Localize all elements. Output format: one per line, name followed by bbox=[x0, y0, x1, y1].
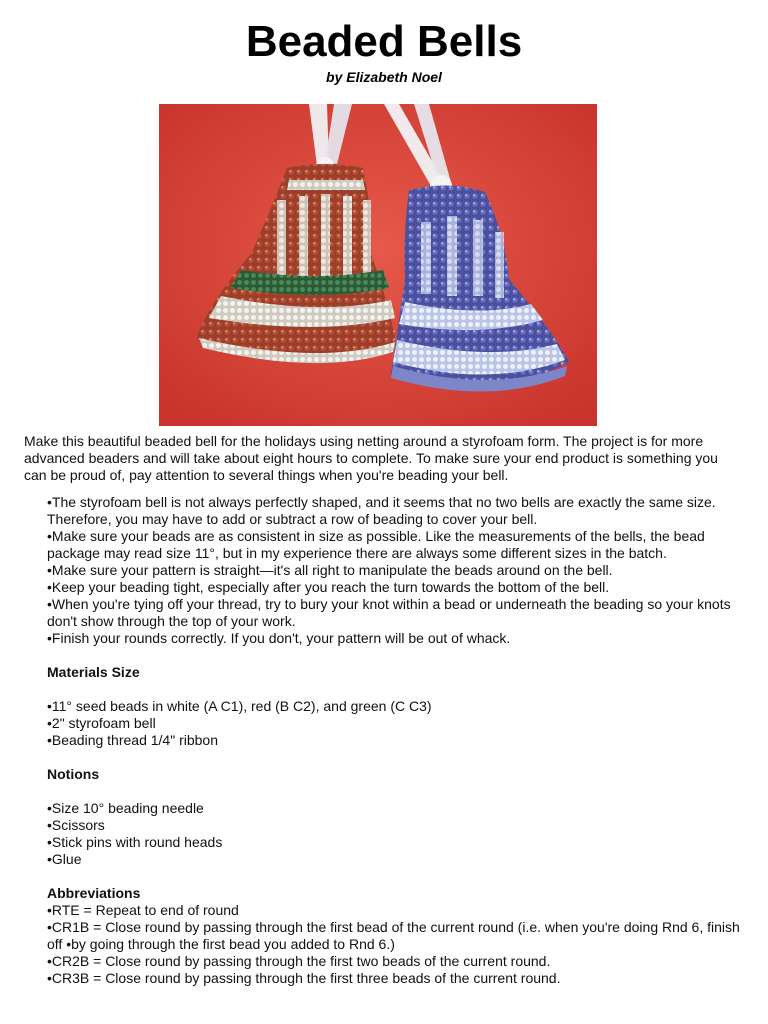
list-item: •When you're tying off your thread, try to bury your knot within a bead or underneath the beading so your knots don't show through the top of your work. bbox=[47, 596, 731, 629]
abbreviations-heading: Abbreviations bbox=[47, 885, 141, 901]
list-item: •Stick pins with round heads bbox=[47, 834, 223, 850]
list-item: •Size 10° beading needle bbox=[47, 800, 204, 816]
list-item: •CR1B = Close round by passing through the first bead of the current round (i.e. when you're doing Rnd 6, finish off •by going through the first bead you added to Rnd 6.) bbox=[47, 919, 740, 952]
page-title: Beaded Bells bbox=[245, 17, 523, 66]
instructions-body bbox=[47, 494, 747, 987]
materials-heading: Materials Size bbox=[47, 664, 140, 680]
list-item: •Glue bbox=[47, 851, 82, 867]
beaded-bells-illustration bbox=[159, 104, 597, 426]
notions-list bbox=[47, 800, 747, 868]
list-item: •RTE = Repeat to end of round bbox=[47, 902, 239, 918]
list-item: •The styrofoam bell is not always perfectly shaped, and it seems that no two bells are exactly the same size. Therefore, you may have to add or subtract a row of beading to cover your bell. bbox=[47, 494, 716, 527]
list-item: •11° seed beads in white (A C1), red (B C2), and green (C C3) bbox=[47, 698, 432, 714]
materials-list bbox=[47, 698, 747, 749]
list-item: •Make sure your beads are as consistent in size as possible. Like the measurements of the bells, the bead package may read size 11°, but in my experience there are always some different sizes in the batch. bbox=[47, 528, 705, 561]
list-item: •Make sure your pattern is straight—it's all right to manipulate the beads around on the bell. bbox=[47, 562, 613, 578]
intro-paragraph: Make this beautiful beaded bell for the holidays using netting around a styrofoam form. The project is for more advanced beaders and will take about eight hours to complete. To make sure your end product is something you can be proud of, pay attention to several things when you're beading your bell. bbox=[24, 433, 718, 483]
list-item: •2" styrofoam bell bbox=[47, 715, 156, 731]
notions-heading: Notions bbox=[47, 766, 100, 782]
list-item: •CR2B = Close round by passing through the first two beads of the current round. bbox=[47, 953, 551, 969]
author-byline: by Elizabeth Noel bbox=[326, 69, 442, 85]
list-item: •Beading thread 1/4" ribbon bbox=[47, 732, 218, 748]
list-item: •Scissors bbox=[47, 817, 105, 833]
list-item: •CR3B = Close round by passing through the first three beads of the current round. bbox=[47, 970, 561, 986]
list-item: •Keep your beading tight, especially after you reach the turn towards the bottom of the bell. bbox=[47, 579, 610, 595]
list-item: •Finish your rounds correctly. If you don't, your pattern will be out of whack. bbox=[47, 630, 511, 646]
beaded-bells-photo bbox=[159, 104, 597, 426]
tips-list bbox=[47, 494, 747, 647]
abbreviations-list bbox=[47, 902, 747, 987]
